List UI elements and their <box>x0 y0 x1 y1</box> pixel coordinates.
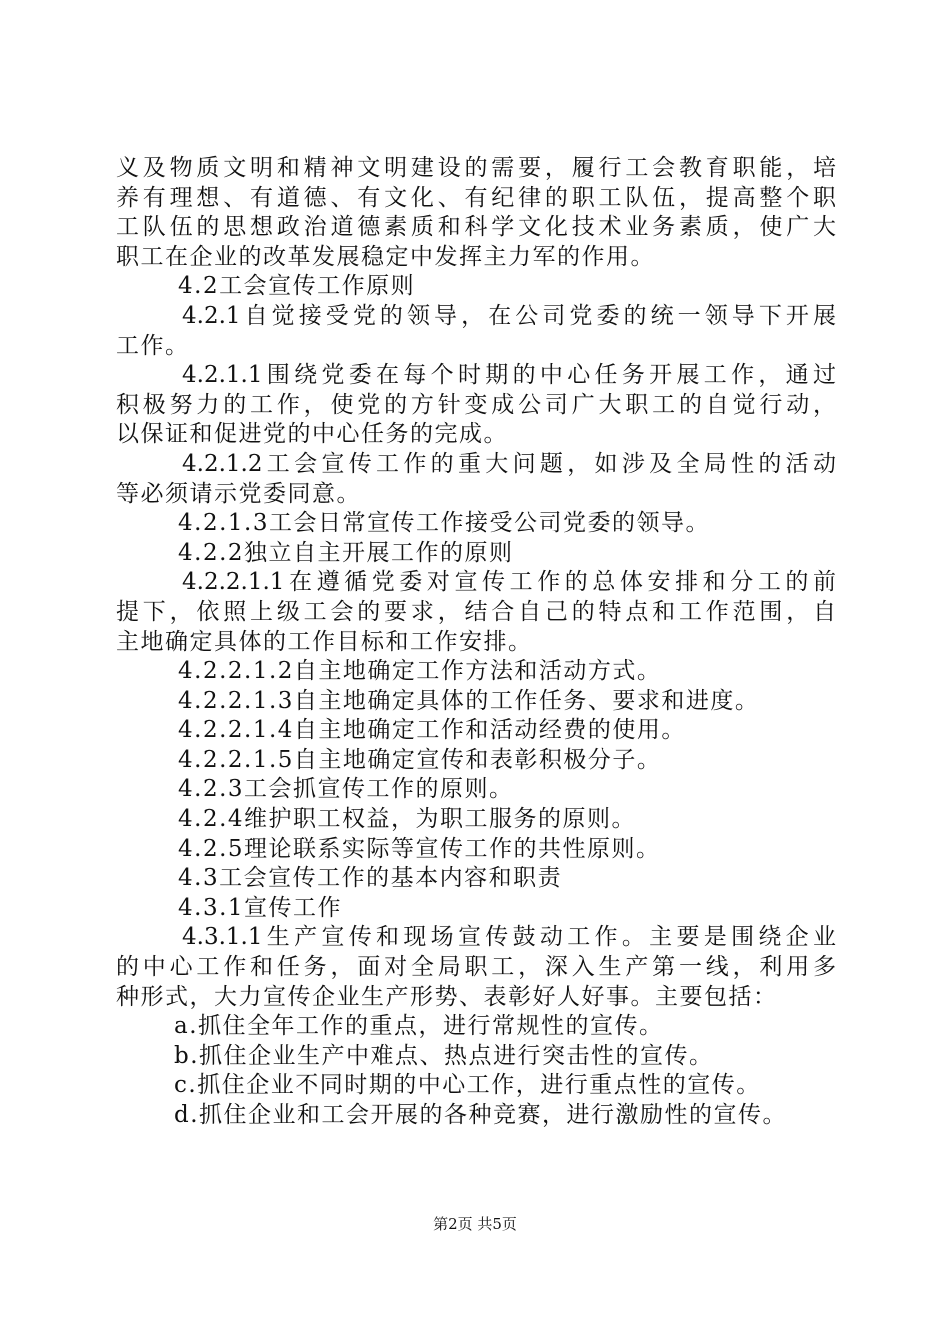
page-footer <box>0 1214 950 1234</box>
body-line: 4.2.5理论联系实际等宣传工作的共性原则。 <box>178 835 661 862</box>
document-body <box>116 154 836 1131</box>
body-line: 种形式，大力宣传企业生产形势、表彰好人好事。主要包括： <box>116 983 778 1010</box>
body-line: 4.2.1.1围绕党委在每个时期的中心任务开展工作，通过 <box>182 362 836 389</box>
body-line: 积极努力的工作，使党的方针变成公司广大职工的自觉行动， <box>116 391 836 418</box>
section-heading: 4.3工会宣传工作的基本内容和职责 <box>178 865 563 892</box>
body-line: 工队伍的思想政治道德素质和科学文化技术业务素质，使广大 <box>116 214 836 241</box>
list-item: b.抓住企业生产中难点、热点进行突击性的宣传。 <box>174 1042 714 1069</box>
body-line: 的中心工作和任务，面对全局职工，深入生产第一线，利用多 <box>116 954 836 981</box>
body-line: 工作。 <box>116 332 190 359</box>
body-line: 养有理想、有道德、有文化、有纪律的职工队伍，提高整个职 <box>116 184 836 211</box>
body-line: 以保证和促进党的中心任务的完成。 <box>116 421 508 448</box>
list-item: a.抓住全年工作的重点，进行常规性的宣传。 <box>174 1013 664 1040</box>
section-heading: 4.3.1宣传工作 <box>178 894 343 921</box>
section-heading: 4.2.2独立自主开展工作的原则 <box>178 539 514 566</box>
page-number-label: 第2页 共5页 <box>433 1215 517 1233</box>
body-line: 主地确定具体的工作目标和工作安排。 <box>116 628 533 655</box>
body-line: 职工在企业的改革发展稳定中发挥主力军的作用。 <box>116 243 655 270</box>
body-line: 4.2.2.1.4自主地确定工作和活动经费的使用。 <box>178 717 686 744</box>
body-line: 4.2.3工会抓宣传工作的原则。 <box>178 776 514 803</box>
body-line: 4.2.1.2工会宣传工作的重大问题，如涉及全局性的活动 <box>182 450 836 477</box>
body-line: 义及物质文明和精神文明建设的需要，履行工会教育职能，培 <box>116 155 836 181</box>
body-line: 提下，依照上级工会的要求，结合自己的特点和工作范围，自 <box>116 598 836 625</box>
body-line: 4.2.2.1.2自主地确定工作方法和活动方式。 <box>178 658 662 685</box>
section-heading: 4.2工会宣传工作原则 <box>178 273 416 300</box>
body-line: 4.2.2.1.5自主地确定宣传和表彰积极分子。 <box>178 746 662 773</box>
body-line: 4.3.1.1生产宣传和现场宣传鼓动工作。主要是围绕企业 <box>182 924 836 951</box>
list-item: d.抓住企业和工会开展的各种竞赛，进行激励性的宣传。 <box>174 1102 788 1128</box>
body-line: 4.2.1自觉接受党的领导，在公司党委的统一领导下开展 <box>182 302 836 329</box>
body-line: 等必须请示党委同意。 <box>116 480 361 507</box>
list-item: c.抓住企业不同时期的中心工作，进行重点性的宣传。 <box>174 1072 761 1099</box>
body-line: 4.2.4维护职工权益，为职工服务的原则。 <box>178 806 637 833</box>
body-line: 4.2.2.1.3自主地确定具体的工作任务、要求和进度。 <box>178 687 760 714</box>
body-line: 4.2.2.1.1在遵循党委对宣传工作的总体安排和分工的前 <box>182 569 836 596</box>
body-line: 4.2.1.3工会日常宣传工作接受公司党委的领导。 <box>178 510 710 537</box>
